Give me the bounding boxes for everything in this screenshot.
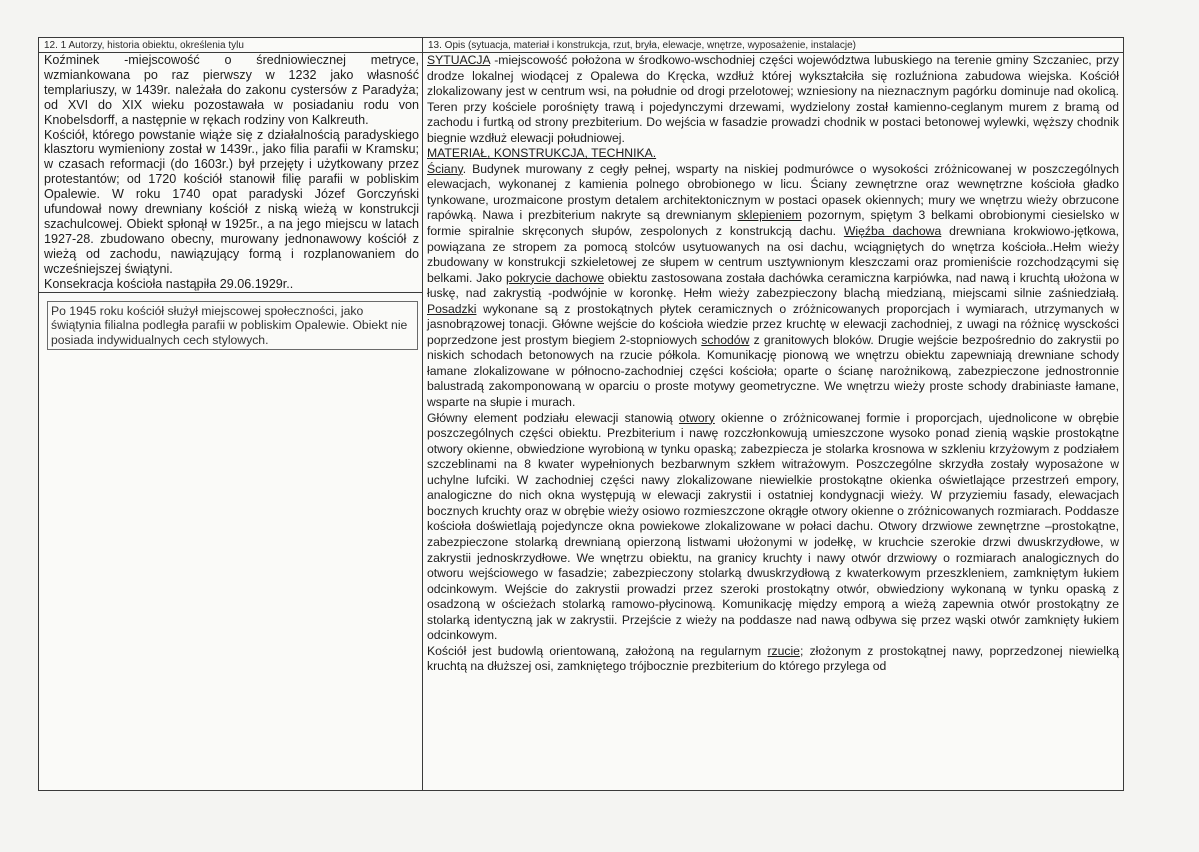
walls-text-5: wykonane są z prostokątnych płytek ceramicznych o zróżnicowanych proporcjach i wymiarach, utrzymanych w jasnobrązowej tonacji. Główne wejście do kościoła wiedzie przez kruchtę w elewacji zachodniej, z uwagi na różnicę wysckości poprzedzone jest prostym biegiem 2-stopniowych	[427, 301, 1119, 347]
truss-label: Więźba dachowa	[843, 224, 942, 239]
situation-title: SYTUACJA	[427, 53, 490, 67]
history-paragraph-2: Kościół, którego powstanie wiąże się z działalnością paradyskiego klasztoru wymieniony został w 1439r., jako filia parafii w Kramsku; w czasach reformacji (do 1603r.) był przejęty i użytkowany przez protestantów; od 1720 kościół stanowił filię parafii w pobliskim Opalewie. W roku 1740 opat paradyski Józef Gorczyński ufundował nowy drewniany kościół z niską wieżą w konstrukcji szachulcowej. Obiekt spłonął w 1925r., a na jego miejscu w latach 1927-28. zbudowano obecny, murowany jednonawowy kościół z wieżą od zachodu, nawiązujący formą i rozplanowaniem do wcześniejszej świątyni.	[44, 127, 419, 276]
history-header: 12. 1 Autorzy, historia obiektu, określenia tylu	[39, 38, 422, 53]
history-paragraph-3: Konsekracja kościoła nastąpiła 29.06.1929r..	[44, 276, 294, 291]
situation-text: -miejscowość położona w środkowo-wschodniej części województwa lubuskiego na terenie gminy Szczaniec, przy drodze lokalnej wiodącej z Opalewa do Kręcka, wzdłuż której wykształciła się rozluźniona zabudowa wiejska. Kościół zlokalizowany jest w centrum wsi, na południe od drogi przelotowej; wzniesiony na nieznacznym pagórku dominuje nad okolicą. Teren przy kościele porośnięty trawą i pojedynczymi drzewami, wydzielony został kamienno-ceglanym murem z bramą od zachodu i furtką od strony prezbiterium. Do wejścia w fasadzie prowadzi chodnik w postaci betonowej wylewki, węższy chodnik biegnie wzdłuż elewacji południowej.	[427, 53, 1119, 145]
openings-text-2: okienne o zróżnicowanej formie i proporcjach, ujednolicone w obrębie poszczególnych części obiektu. Prezbiterium i nawę rozczłonkowują umieszczone wysoko ponad zienią wąskie prostokątne otwory okienne, obwiedzione wyrobioną w tynku opaską; zabezpiecza je stolarka krosnowa w szkleniu krzyżowym z podziałem szczeblinami na 8 kwater wypełnionych bezbarwnym szkłem witrażowym. Poszczególne skrzydła zostały wyposażone w uchylne lufciki. W zachodniej części nawy zlokalizowane niewielkie prostokątne okienka oświetlające przestrzeń empory, analogiczne do nich okna występują w elewacji zakrystii i ostatniej kondygnacji wieży. W przyziemiu fasady, elewacjach bocznych kruchty oraz w obrębie wieży osiowo rozmieszczone okrągłe otwory okienne o zróżnicowanych rozmiarach. Poddasze kościoła doświetlają pojedyncze okna powiekowe zlokalizowane w połaci dachu. Otwory drzwiowe zewnętrzne –prostokątne, zabezpieczone stolarką drewnianą opierzoną listwami ułożonymi w jodełkę, w kruchcie szerokie drzwi dwuskrzydłowe, w zakrystii jednoskrzydłowe. We wnętrzu obiektu, na granicy kruchty i nawy otwór drzwiowy o rozmiarach analogicznych do otworu wejściowego w fasadzie; zabezpieczony stolarką dwuskrzydłową z kwaterkowym przeszkleniem, zamkniętym łukiem odcinkowym. Wejście do zakrystii prowadzi przez szeroki prostokątny otwór, obwiedziony wykonaną w tynku opaską z osadzoną w ościeżach stolarką ramowo-płycinową. Komunikację między emporą a wieżą zapewnia otwór prostokątny ze stolarką identyczną jak w zakrystii. Przejście z wieży na poddasze nad nawą odbywa się przez wąski otwór zamknięty łukiem odcinkowym.	[427, 410, 1119, 643]
floor-label: Posadzki	[427, 301, 477, 316]
vault-label: sklepieniem	[737, 208, 802, 223]
description-text	[423, 53, 1123, 675]
walls-text-4: obiektu zastosowana została dachówka ceramiczna karpiówka, nad nawą i kruchtą ułożona w łuskę, nad zakrystią -podwójnie w koronkę. Hełm wieży zabezpieczony blachą miedzianą, miejscami silnie zaśniedziałą.	[427, 270, 1119, 301]
inventory-sheet	[38, 37, 1124, 791]
stairs-label: schodów	[701, 332, 750, 347]
history-note: Po 1945 roku kościół służył miejscowej społeczności, jako świątynia filialna podległa parafii w pobliskim Opalewie. Obiekt nie posiada indywidualnych cech stylowych.	[47, 301, 418, 351]
openings-label: otwory	[678, 410, 715, 425]
description-header: 13. Opis (sytuacja, materiał i konstrukcja, rzut, bryła, elewacje, wnętrze, wyposażenie, instalacje)	[423, 38, 1123, 53]
plan-paragraph	[427, 644, 1119, 675]
situation-paragraph	[427, 53, 1119, 146]
walls-paragraph	[427, 162, 1119, 411]
walls-text-1: . Budynek murowany z cegły pełnej, wsparty na niskiej podmurówce o wysokości zróżnicowanej w poszczególnych elewacjach, wykonanej z kamienia polnego obrobionego w licu. Ściany zewnętrzne oraz wewnętrzne kościoła gładko tynkowane, urozmaicone prostym detalem architektonicznym w postaci opasek okiennych; mury we wnętrzu wieży obrzucone rapówką. Nawa i prezbiterium nakryte są drewnianym	[427, 161, 1119, 223]
history-box	[39, 53, 422, 293]
openings-paragraph	[427, 411, 1119, 644]
history-text	[39, 53, 422, 292]
walls-text-2: pozornym, spiętym 3 belkami obrobionymi ciesielsko w formie spiralnie skręconych słupów, zespolonych z konstrukcją dachu.	[427, 208, 1119, 239]
walls-label: Ściany	[427, 161, 463, 176]
history-column	[39, 38, 423, 790]
history-paragraph-1: Koźminek -miejscowość o średniowiecznej metryce, wzmiankowana po raz pierwszy w 1232 jako własność templariuszy, w 1439r. należała do zakonu cystersów z Paradyża; od XVI do XIX wieku pozostawała w posiadaniu rodu von Knobelsdorff, a następnie w rękach rodziny von Kalkreuth.	[44, 53, 419, 127]
plan-text-1: Kościół jest budowlą orientowaną, założoną na regularnym	[427, 643, 768, 658]
material-title: MATERIAŁ, KONSTRUKCJA, TECHNIKA.	[427, 146, 657, 161]
walls-text-6: z granitowych bloków. Drugie wejście bezpośrednio do zakrystii po niskich schodach betonowych na rzucie półkola. Komunikację pionową we wnętrzu obiektu zapewniają drewniane schody łamane zlokalizowane w północno-zachodniej części kościoła; oparte o ścianę narożnikową, zabezpieczone jednostronnie balustradą zakomponowaną w oparciu o proste motywy geometryczne. We wnętrzu wieży proste schody drabiniaste łamane, wsparte na słupie i murach.	[427, 332, 1119, 410]
plan-text-2: ; złożonym z prostokątnej nawy, poprzedzonej niewielką kruchtą na dłuższej osi, zamkniętego trójbocznie prezbiterium do którego przylega od	[427, 643, 1119, 674]
walls-text-3: drewniana krokwiowo-jętkowa, powiązana ze stropem za pomocą stolców usytuowanych na osi dachu, wciągniętych do wnętrza kościoła..Hełm wieży zbudowany w konstrukcji szkieletowej ze słupem w centrum usztywnionym kleszczami oraz promieniście rozchodzącymi się belkami. Jako	[427, 224, 1119, 285]
plan-label: rzucie	[767, 643, 800, 658]
openings-text-1: Główny element podziału elewacji stanowią	[427, 410, 679, 425]
roof-label: pokrycie dachowe	[505, 270, 605, 285]
description-column	[423, 38, 1123, 790]
